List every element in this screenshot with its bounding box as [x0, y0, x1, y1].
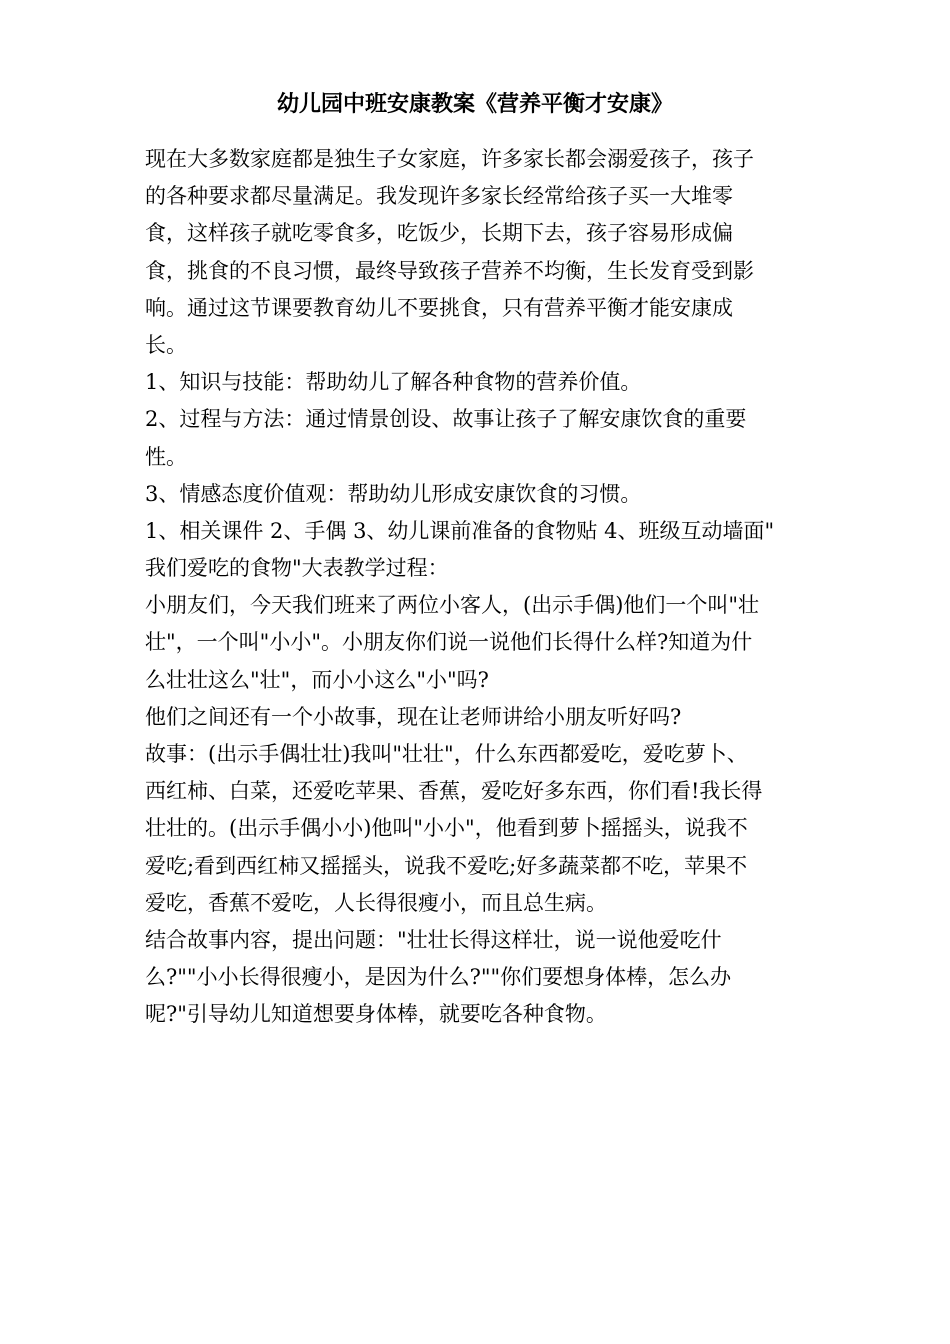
text-line: 壮"，一个叫"小小"。小朋友你们说一说他们长得什么样?知道为什 [145, 630, 753, 655]
text-line: 食，这样孩子就吃零食多，吃饭少，长期下去，孩子容易形成偏 [145, 221, 733, 246]
text-line: 壮壮的。(出示手偶小小)他叫"小小"，他看到萝卜摇摇头，说我不 [145, 816, 748, 841]
document-title: 幼儿园中班安康教案《营养平衡才安康》 [276, 91, 673, 117]
text-line: 响。通过这节课要教育幼儿不要挑食，只有营养平衡才能安康成 [145, 295, 733, 320]
text-line: 西红柿、白菜，还爱吃苹果、香蕉，爱吃好多东西，你们看!我长得 [145, 779, 763, 804]
text-line: 他们之间还有一个小故事，现在让老师讲给小朋友听好吗? [145, 704, 682, 729]
text-line: 么壮壮这么"壮"，而小小这么"小"吗? [145, 667, 489, 692]
text-line: 我们爱吃的食物"大表教学过程： [145, 556, 449, 581]
text-line: 性。 [145, 444, 187, 469]
text-line: 呢?"引导幼儿知道想要身体棒，就要吃各种食物。 [145, 1002, 607, 1027]
text-line: 小朋友们，今天我们班来了两位小客人，(出示手偶)他们一个叫"壮 [145, 593, 760, 618]
text-line: 现在大多数家庭都是独生子女家庭，许多家长都会溺爱孩子，孩子 [145, 147, 754, 171]
text-line: 爱吃;看到西红柿又摇摇头，说我不爱吃;好多蔬菜都不吃，苹果不 [145, 853, 748, 878]
document-body [145, 141, 825, 1034]
text-line: 的各种要求都尽量满足。我发现许多家长经常给孩子买一大堆零 [145, 184, 733, 209]
text-line: 1、相关课件 2、手偶 3、幼儿课前准备的食物贴 4、班级互动墙面" [145, 518, 775, 543]
text-line: 结合故事内容，提出问题："壮壮长得这样壮，说一说他爱吃什 [145, 927, 722, 952]
text-line: 1、知识与技能：帮助幼儿了解各种食物的营养价值。 [145, 370, 642, 395]
text-line: 爱吃，香蕉不爱吃，人长得很瘦小，而且总生病。 [145, 890, 607, 915]
text-line: 3、情感态度价值观：帮助幼儿形成安康饮食的习惯。 [145, 481, 642, 506]
text-line: 故事：(出示手偶壮壮)我叫"壮壮"，什么东西都爱吃，爱吃萝卜、 [145, 742, 748, 766]
text-line: 2、过程与方法：通过情景创设、故事让孩子了解安康饮食的重要 [145, 407, 747, 432]
text-line: 食，挑食的不良习惯，最终导致孩子营养不均衡，生长发育受到影 [145, 258, 754, 283]
text-line: 长。 [145, 332, 187, 357]
text-line: 么?""小小长得很瘦小，是因为什么?""你们要想身体棒，怎么办 [145, 965, 732, 990]
